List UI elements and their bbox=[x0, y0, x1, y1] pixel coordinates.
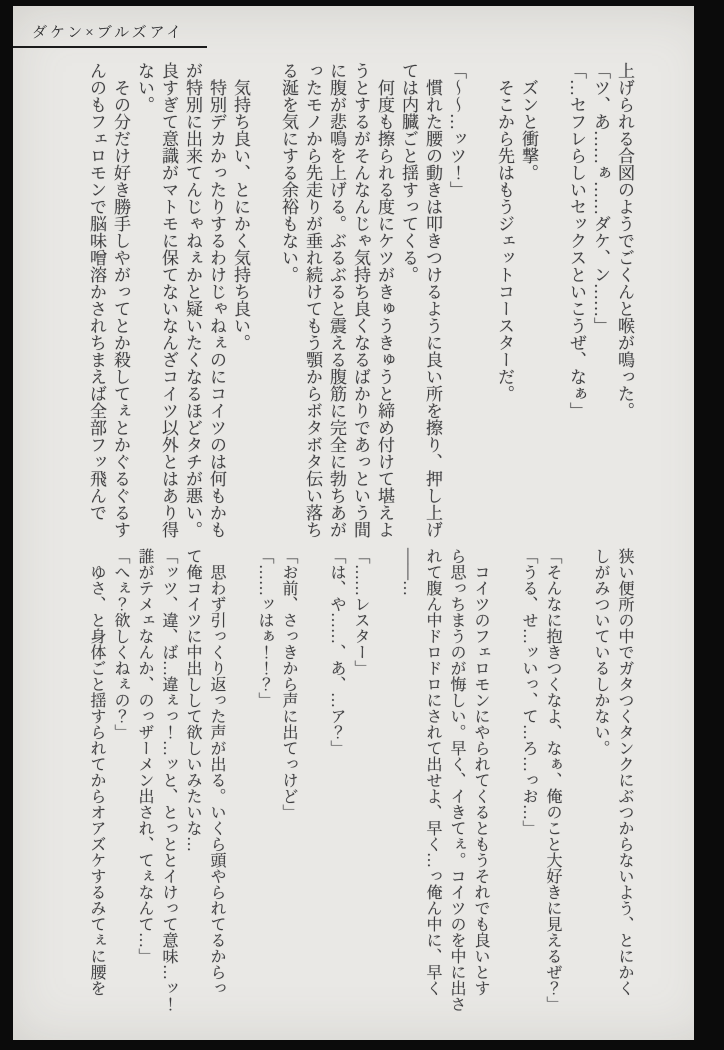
text-column: が特別に出来てんじゃねぇかと疑いたくなるほどタチが悪い。 bbox=[183, 62, 202, 538]
scan-edge-right bbox=[694, 0, 724, 1050]
header-underline bbox=[13, 46, 207, 48]
text-section-upper bbox=[84, 62, 636, 548]
text-column bbox=[468, 62, 492, 548]
text-column bbox=[228, 548, 252, 1034]
text-column: 何度も擦られる度にケツがきゅうきゅうと締め付けて堪えよ bbox=[375, 62, 394, 538]
text-column: 「…セフレらしいセックスといこうぜ、なぁ」 bbox=[567, 62, 586, 419]
text-column bbox=[252, 62, 276, 548]
text-column: ったモノから先走りが垂れ続けてもう顎からボタボタ伝い落ち bbox=[303, 62, 322, 538]
text-column: ら思っちまうのが悔しい。早く、イきてぇ。コイツのを中に出さ bbox=[448, 548, 465, 1012]
text-column: コイツのフェロモンにやられてくるともうそれでも良いとす bbox=[472, 548, 489, 996]
text-column: ズンと衝撃。 bbox=[519, 62, 538, 181]
text-column: ゆさ、と身体ごと揺すられてからオアズケするみてぇに腰を bbox=[88, 548, 105, 996]
text-column: 「は、や……、あ、…ア？」 bbox=[328, 548, 345, 756]
text-column: 「〜〜…ッツ！」 bbox=[447, 62, 466, 198]
text-section-lower bbox=[84, 548, 636, 1034]
text-column: 「うる、せ…ッいっ、て…ろ…っお…」 bbox=[520, 548, 537, 836]
text-column: うとするがそんなんじゃ気持ち良くなるばかりであっという間 bbox=[351, 62, 370, 538]
text-column bbox=[300, 548, 324, 1034]
text-column: 「へぇ？欲しくねぇの？」 bbox=[112, 548, 129, 740]
page-title: ダケン×ブルズアイ bbox=[32, 25, 185, 41]
text-column: 良すぎて意識がマトモに保てないなんざコイツ以外とはあり得 bbox=[159, 62, 178, 538]
text-column: る涎を気にする余裕もない。 bbox=[279, 62, 298, 283]
text-column: しがみついているしかない。 bbox=[592, 548, 609, 756]
text-column: ない。 bbox=[135, 62, 154, 113]
text-column: その分だけ好き勝手しやがってとか殺してぇとかぐるぐるす bbox=[111, 62, 130, 538]
text-column bbox=[492, 548, 516, 1034]
text-column: んのもフェロモンで脳味噌溶かされちまえば全部フッ飛んで bbox=[87, 62, 106, 521]
text-column: 「そんなに抱きつくなよ、なぁ、俺のこと大好きに見えるぜ？」 bbox=[544, 548, 561, 1012]
text-column: 思わず引っくり返った声が出る。いくら頭やられてるからっ bbox=[208, 548, 225, 996]
scan-edge-top bbox=[0, 0, 724, 6]
text-column: ――… bbox=[400, 548, 417, 596]
text-column: 気持ち良い、とにかく気持ち良い。 bbox=[231, 62, 250, 351]
scan-edge-bottom bbox=[0, 1040, 724, 1050]
text-column: 「ッツ、違、ば…違ぇっ！…ッと、とっととイけって意味…ッ！ bbox=[160, 548, 177, 1012]
text-column: 「……ッはぁ！！？」 bbox=[256, 548, 273, 708]
text-column: 「ツ、あ……ぁ……ダケ、ン……」 bbox=[591, 62, 610, 334]
text-column: 慣れた腰の動きは叩きつけるように良い所を擦り、押し上げ bbox=[423, 62, 442, 538]
text-column: 「お前、さっきから声に出てっけど」 bbox=[280, 548, 297, 820]
text-column: 「……レスター」 bbox=[352, 548, 369, 676]
scan-edge-left bbox=[0, 0, 13, 1050]
text-column: 狭い便所の中でガタつくタンクにぶつからないよう、とにかく bbox=[616, 548, 633, 996]
text-column: に腹が悲鳴を上げる。ぶるぶると震える腹筋に完全に勃ちあが bbox=[327, 62, 346, 538]
text-column: 上げられる合図のようでごくんと喉が鳴った。 bbox=[615, 62, 634, 419]
text-column: て俺コイツに中出しして欲しいみたいな… bbox=[184, 548, 201, 852]
text-column bbox=[540, 62, 564, 548]
text-column: ては内臓ごと揺すってくる。 bbox=[399, 62, 418, 283]
text-column: れて腹ん中ドロドロにされて出せよ、早く…っ俺ん中に、早く bbox=[424, 548, 441, 996]
text-column: 特別デカかったりするわけじゃねぇのにコイツのは何もかも bbox=[207, 62, 226, 538]
text-column bbox=[564, 548, 588, 1034]
text-column bbox=[372, 548, 396, 1034]
text-column: 誰がテメェなんか、のっザーメン出され、てぇなんて…」 bbox=[136, 548, 153, 964]
text-column: そこから先はもうジェットコースターだ。 bbox=[495, 62, 514, 402]
